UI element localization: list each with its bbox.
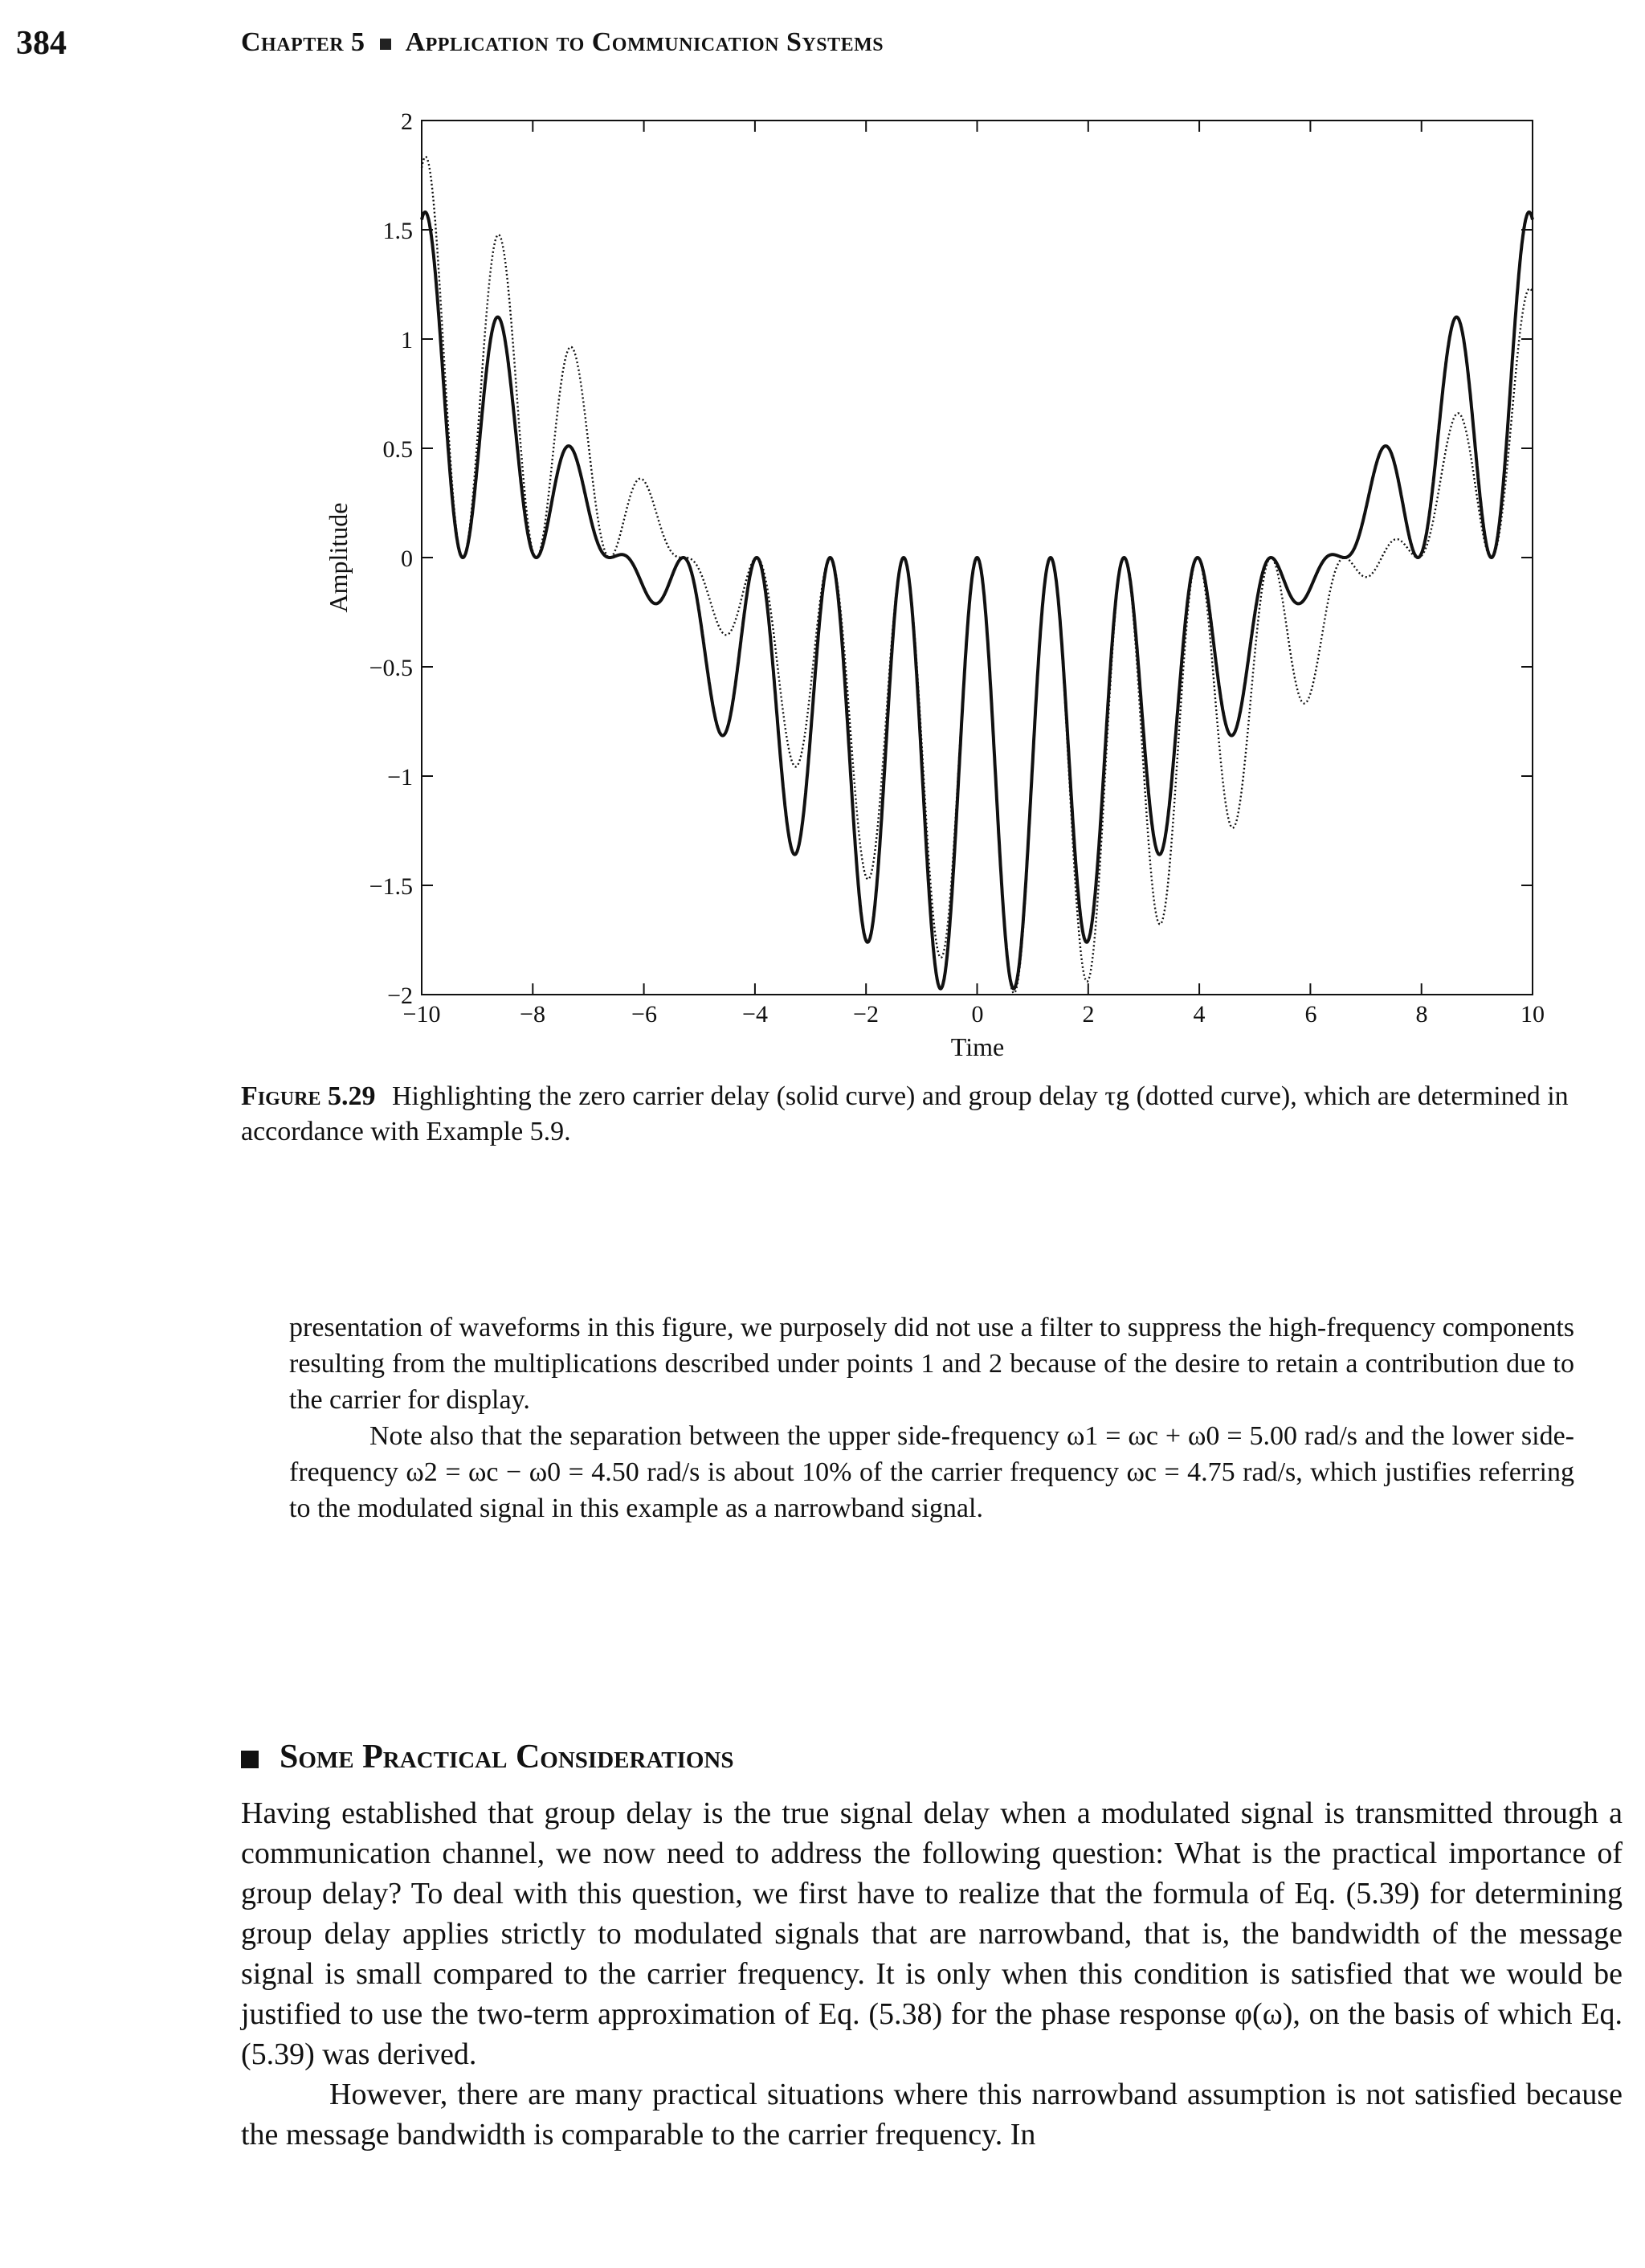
dotted-curve-group-delay	[422, 157, 1533, 993]
solid-curve-zero-carrier-delay	[422, 212, 1533, 989]
y-tick-label: −1	[387, 764, 413, 791]
body-paragraph-2	[241, 1793, 1623, 2155]
x-tick-label: 10	[1521, 1001, 1545, 1028]
x-tick-label: −4	[742, 1001, 768, 1028]
x-tick-label: −10	[402, 1001, 441, 1028]
paragraph-1-text-a: presentation of waveforms in this figure, we purposely did not use a filter to suppress the high-frequency components resulting from the multiplications described under points 1 and 2 because of the desire to retain a contribution due to the carrier for display.	[289, 1313, 1574, 1415]
y-tick-label: 2	[401, 108, 413, 135]
y-tick-label: 1.5	[382, 218, 413, 244]
body-paragraph-1	[289, 1310, 1574, 1526]
x-tick-labels	[403, 1001, 1545, 1028]
x-tick-label: 6	[1304, 1001, 1317, 1028]
figure-label: Figure 5.29	[241, 1081, 376, 1111]
x-tick-label: −6	[631, 1001, 657, 1028]
x-tick-label: 2	[1082, 1001, 1095, 1028]
x-tick-label: 8	[1415, 1001, 1428, 1028]
chapter-title: Application to Communication Systems	[405, 27, 884, 57]
paragraph-2-text-b: However, there are many practical situations where this narrowband assumption is not satisfied because the message bandwidth is comparable to the carrier frequency. In	[241, 2078, 1623, 2152]
y-tick-label: 0	[401, 546, 413, 572]
x-axis-label: Time	[950, 1032, 1005, 1061]
y-tick-label: −1.5	[369, 873, 413, 900]
figure-5-29-chart	[0, 0, 1645, 1093]
chapter-label: Chapter 5	[241, 27, 365, 57]
x-tick-label: −8	[520, 1001, 545, 1028]
y-tick-label: −0.5	[369, 655, 413, 681]
y-tick-label: 1	[401, 327, 413, 353]
y-tick-label: −2	[387, 983, 413, 1009]
paragraph-1-text-b: Note also that the separation between the upper side-frequency ω1 = ωc + ω0 = 5.00 rad/s and the lower side-frequency ω2 = ωc − ω0 = 4.50 rad/s is about 10% of the carrier frequency ωc = 4.75 rad/s, which justifies referring to the modulated signal in this example as a narrowband signal.	[289, 1421, 1574, 1523]
x-tick-label: −2	[853, 1001, 879, 1028]
x-tick-label: 0	[971, 1001, 984, 1028]
section-bullet-icon	[241, 1751, 259, 1768]
section-title: Some Practical Considerations	[280, 1739, 734, 1776]
section-heading	[241, 1738, 734, 1776]
x-tick-label: 4	[1193, 1001, 1206, 1028]
y-tick-label: 0.5	[382, 436, 413, 463]
figure-caption	[241, 1079, 1623, 1150]
page-number: 384	[16, 25, 67, 62]
y-axis-label: Amplitude	[324, 502, 353, 613]
paragraph-2-text-a: Having established that group delay is the true signal delay when a modulated signal is transmitted through a communication channel, we now need to address the following question: What is the practical importance of group delay? To deal with this question, we first have to realize that the formula of Eq. (5.39) for determining group delay applies strictly to modulated signals that are narrowband, that is, the bandwidth of the message signal is small compared to the carrier frequency. It is only when this condition is satisfied that we would be justified to use the two-term approximation of Eq. (5.38) for the phase response φ(ω), on the basis of which Eq. (5.39) was derived.	[241, 1796, 1623, 2071]
y-tick-labels	[369, 108, 413, 1009]
caption-text: Highlighting the zero carrier delay (solid curve) and group delay τg (dotted curve), which are determined in accordance with Example 5.9.	[241, 1081, 1569, 1146]
